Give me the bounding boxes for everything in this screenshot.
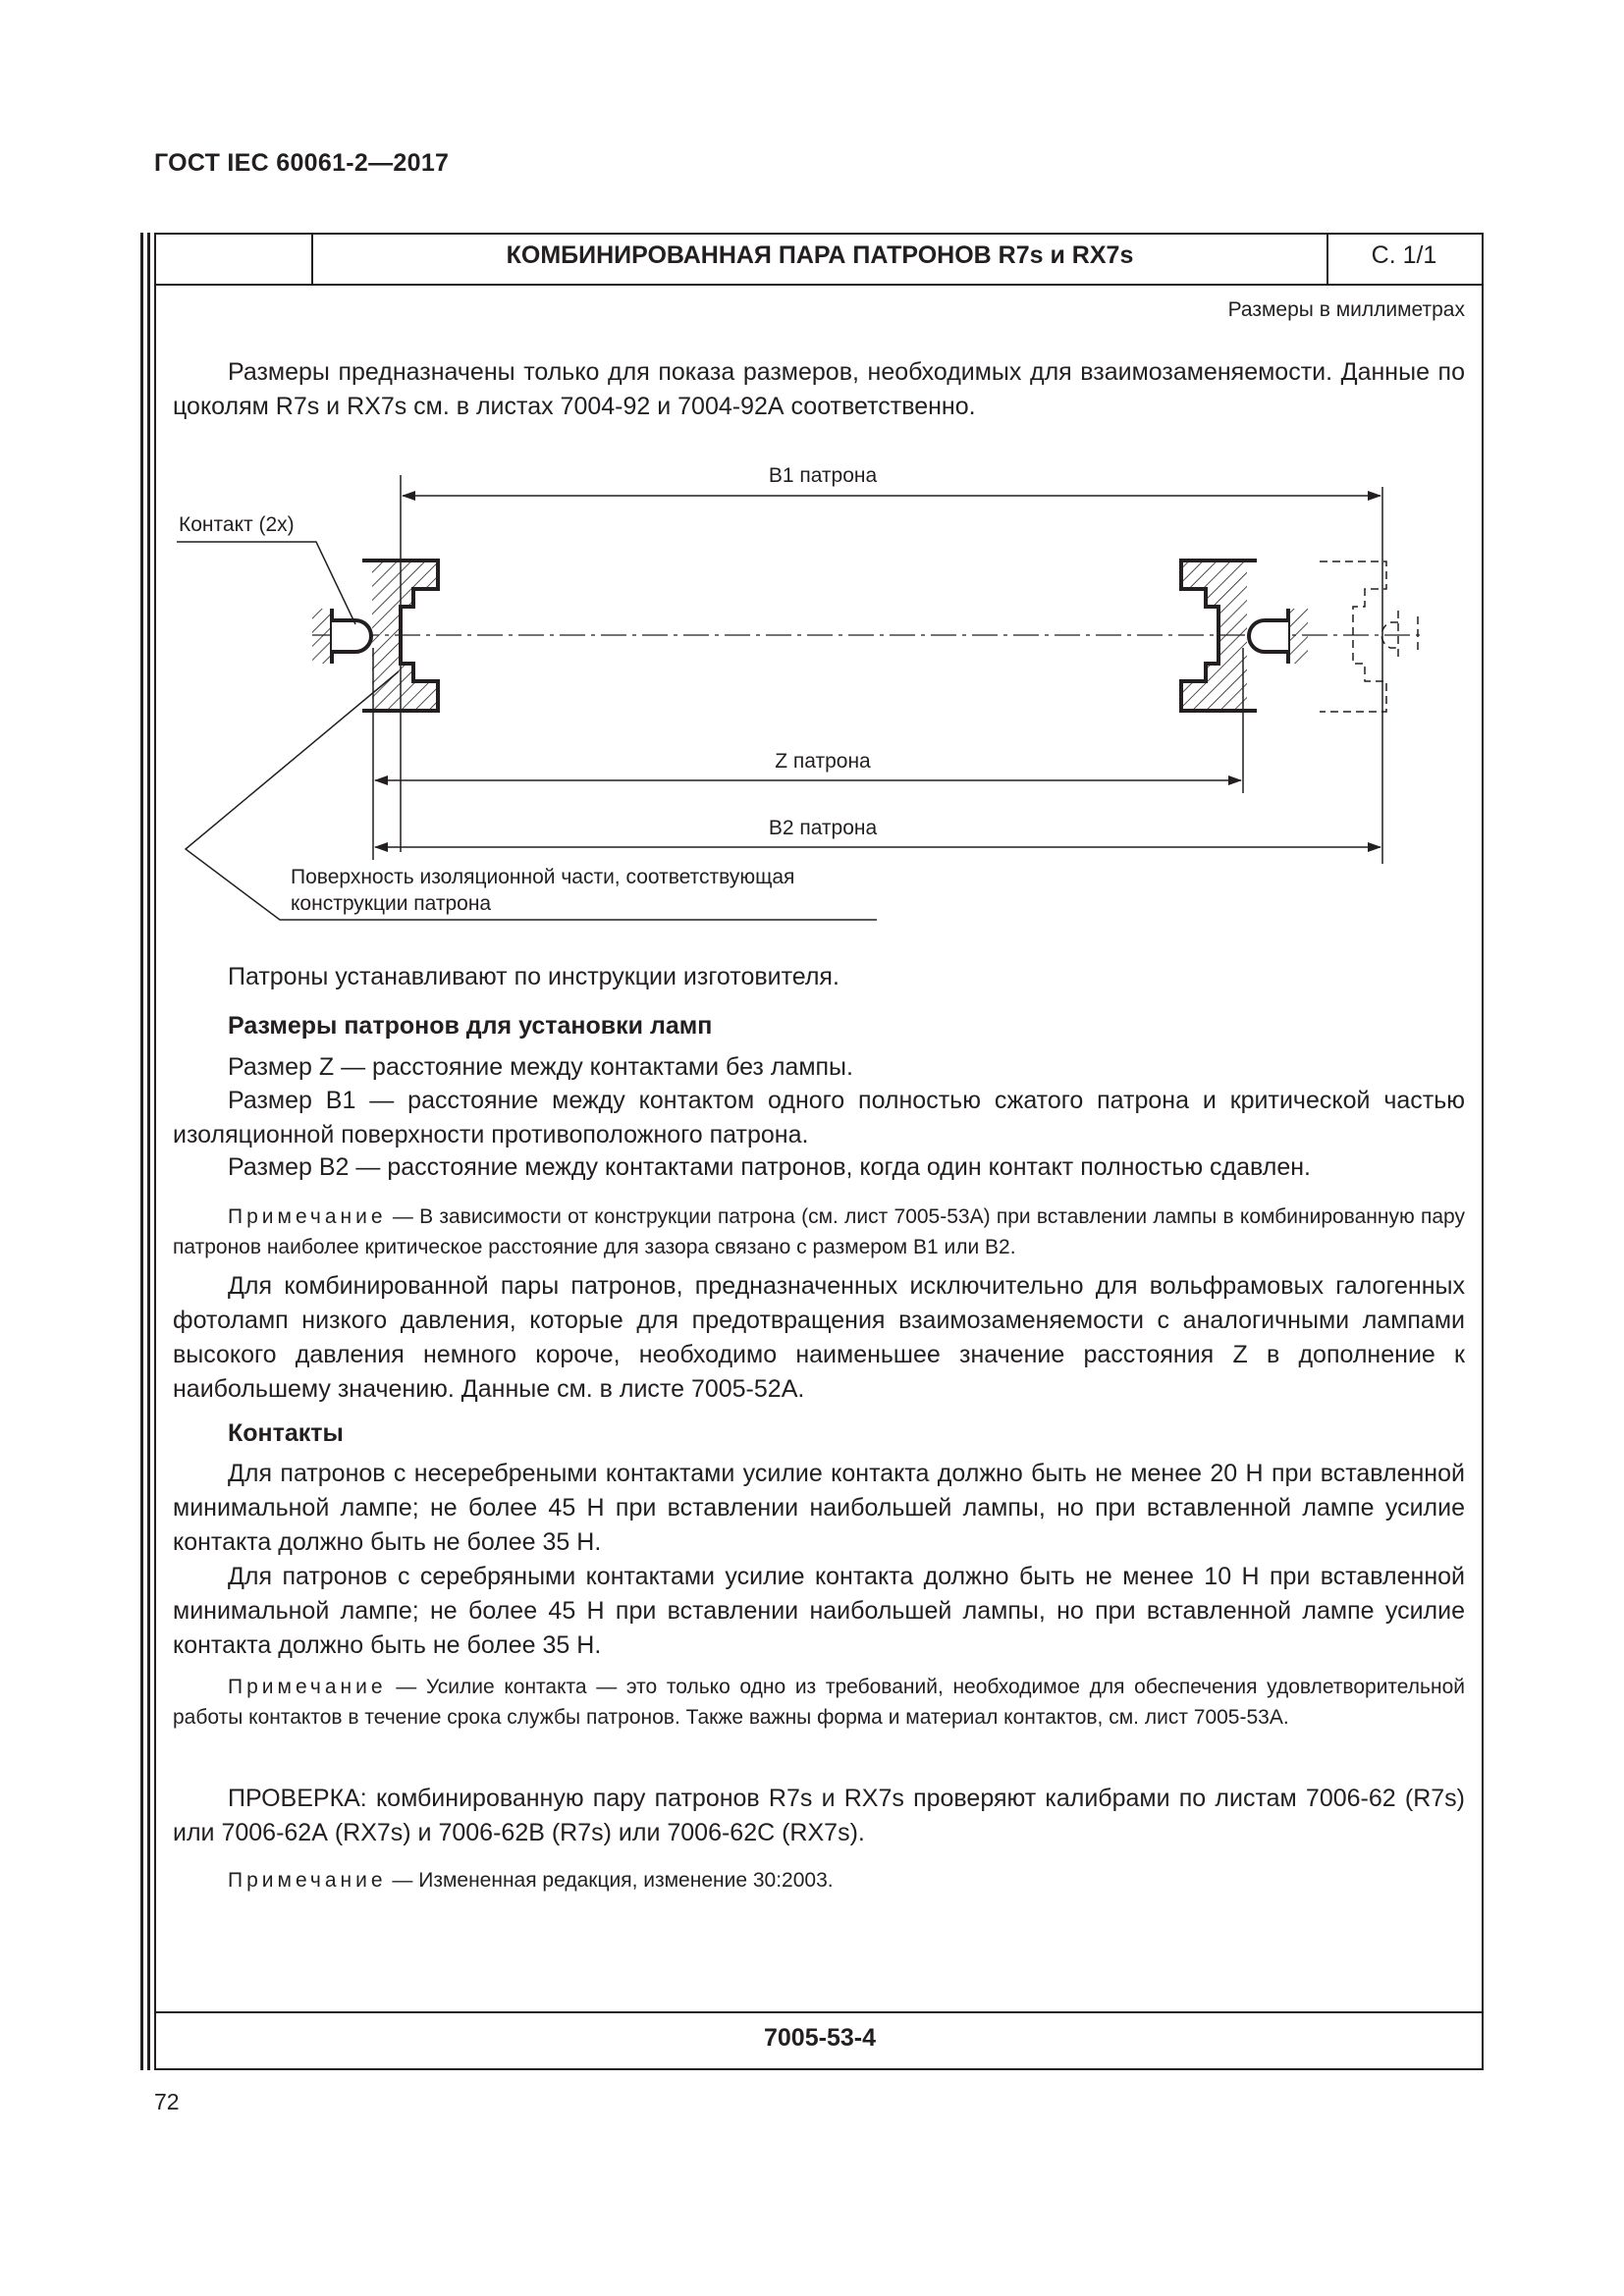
note-3-text: — Измененная редакция, изменение 30:2003. [386, 1869, 834, 1892]
contact-label: Контакт (2х) [179, 513, 295, 536]
sheet-code: 7005-53-4 [764, 2024, 876, 2052]
check-paragraph: ПРОВЕРКА: комбинированную пару патронов R7s и RX7s проверяют калибрами по листам 7006-62 (R7s) или 7006-62А (RX7s) и 7006-62В (R7s) или 7006-62С (RX7s). [173, 1785, 1465, 1846]
combined-pair-paragraph: Для комбинированной пары патронов, предназначенных исключительно для вольфрамовых галогенных фотоламп низкого давления, которые для предотвращения взаимозаменяемости с аналогичными лампами высокого давления немного короче, необходимо наименьшее значение расстояния Z в дополнение к наибольшему значению. Данные см. в листе 7005-52А. [173, 1272, 1465, 1403]
right-holder [1181, 558, 1308, 715]
units-note: Размеры в миллиметрах [1227, 298, 1465, 321]
right-holder-compressed-position [1320, 561, 1418, 712]
z-label: Z патрона [775, 750, 871, 773]
contacts-paragraph-2: Для патронов с серебряными контактами усилие контакта должно быть не менее 10 Н при вставленной минимальной лампе; не более 45 Н при вставлении наибольшей лампы, но при вставленной лампе усилие контакта должно быть не более 35 Н. [173, 1563, 1465, 1659]
frame-bottom-border [154, 2068, 1484, 2070]
b2-label: В2 патрона [768, 817, 878, 839]
note-3 [173, 1865, 1465, 1896]
surface-label-line2: конструкции патрона [291, 892, 492, 915]
page-number: 72 [154, 2089, 180, 2114]
note-1-text: — В зависимости от конструкции патрона (см. лист 7005-53А) при вставлении лампы в комбинированную пару патронов наиболее критическое расстояние для зазора связано с размером В1 или В2. [173, 1205, 1465, 1258]
document-code: ГОСТ IEC 60061-2—2017 [154, 149, 450, 177]
note-3-label: Примечание [228, 1869, 387, 1892]
b1-label: В1 патрона [768, 464, 878, 487]
heading-contacts: Контакты [228, 1419, 344, 1447]
intro-paragraph: Размеры предназначены только для показа размеров, необходимых для взаимозаменяемости. Данные по цоколям R7s и RX7s см. в листах 7004-92 и 7004-92А соответственно. [173, 358, 1465, 420]
note-2-text: — Усилие контакта — это только одно из требований, необходимое для обеспечения удовлетворительной работы контактов в течение срока службы патронов. Также важны форма и материал контактов, см. лист 7005-53А. [173, 1676, 1465, 1729]
heading-holder-dimensions: Размеры патронов для установки ламп [228, 1012, 713, 1040]
dimension-z-definition: Размер Z — расстояние между контактами без лампы. [228, 1053, 853, 1081]
install-note: Патроны устанавливают по инструкции изготовителя. [228, 963, 839, 990]
dimension-b1-definition: Размер В1 — расстояние между контактом одного полностью сжатого патрона и критической частью изоляционной поверхности противоположного патрона. [173, 1087, 1465, 1148]
note-1 [173, 1201, 1465, 1262]
sheet-page-label: С. 1/1 [1371, 241, 1437, 269]
contacts-paragraph-1: Для патронов с несеребреными контактами усилие контакта должно быть не менее 20 Н при вставленной минимальной лампе; не более 45 Н при вставлении наибольшей лампы, но при вставленной лампе усилие контакта должно быть не более 35 Н. [173, 1460, 1465, 1556]
holder-pair-drawing [0, 0, 1624, 962]
note-1-label: Примечание [228, 1205, 387, 1228]
surface-label-line1: Поверхность изоляционной части, соответствующая [291, 866, 795, 888]
footer-row-top [154, 2011, 1484, 2013]
note-2-label: Примечание [228, 1676, 387, 1698]
note-2 [173, 1672, 1465, 1733]
dimension-b2-definition: Размер В2 — расстояние между контактами патронов, когда один контакт полностью сдавлен. [228, 1153, 1312, 1181]
sheet-title: КОМБИНИРОВАННАЯ ПАРА ПАТРОНОВ R7s и RX7s [506, 241, 1134, 269]
